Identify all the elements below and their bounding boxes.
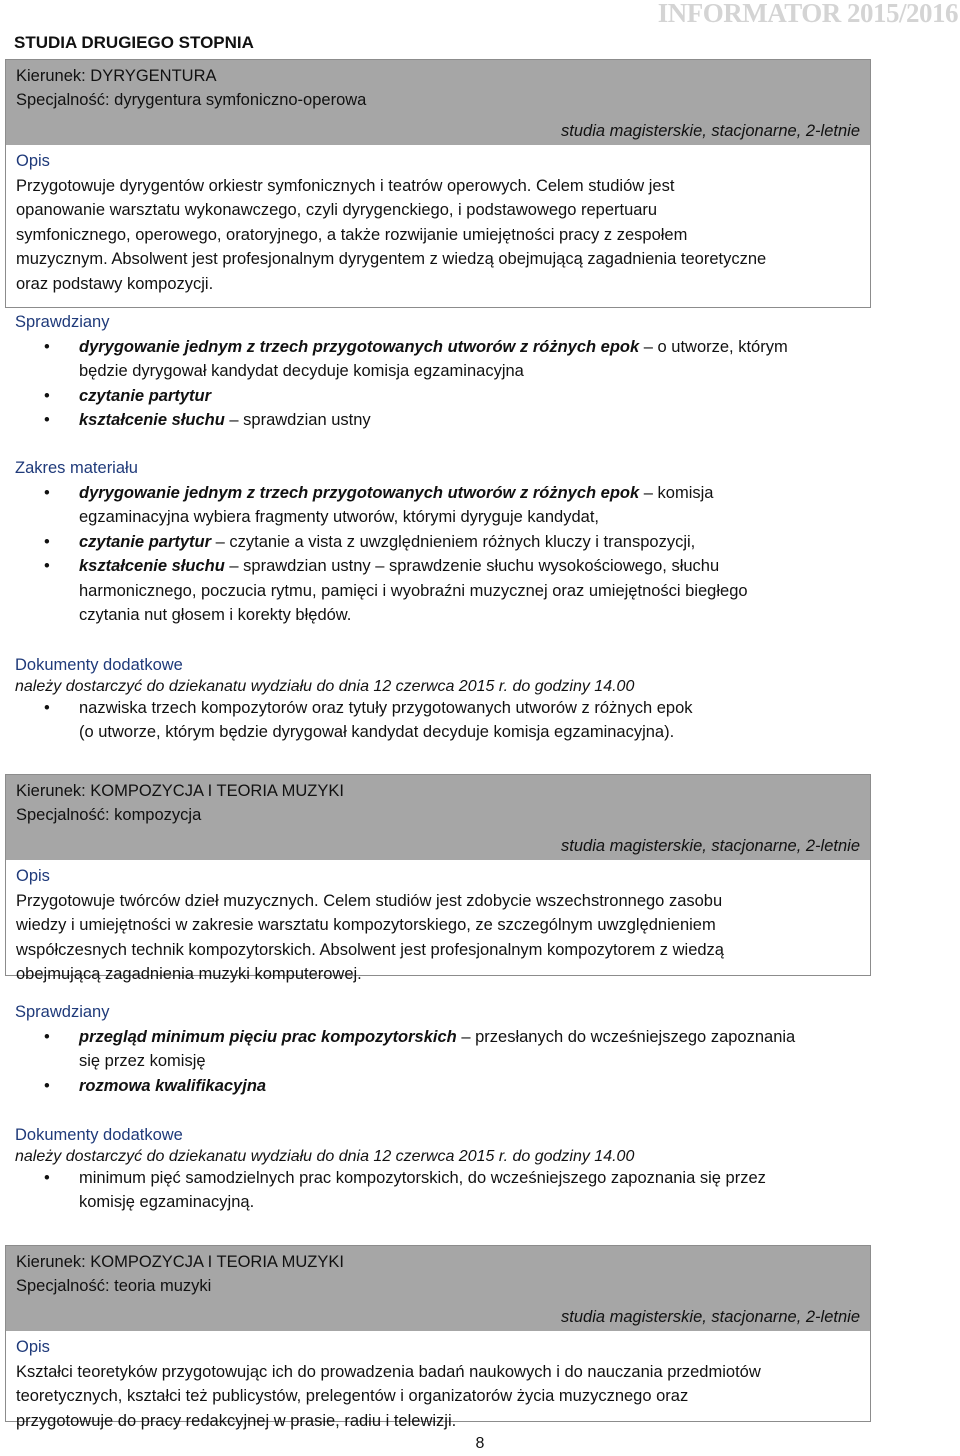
sprawdziany-label: Sprawdziany (15, 313, 110, 331)
study-mode: studia magisterskie, stacjonarne, 2-letnie (561, 122, 860, 140)
program-box-dyrygentura (5, 59, 871, 308)
opis-line: muzycznym. Absolwent jest profesjonalnym dyrygentem z wiedzą obejmującą zagadnienia teoretyczne (16, 250, 767, 268)
dokumenty-deadline: należy dostarczyć do dziekanatu wydziału do dnia 12 czerwca 2015 r. do godziny 14.00 (15, 1147, 635, 1165)
list-item: • minimum pięć samodzielnych prac kompozytorskich, do wcześniejszego zapoznania się przez komisję egzaminacyjną. (15, 1166, 865, 1215)
opis-label: Opis (16, 867, 50, 885)
list-item: • dyrygowanie jednym z trzech przygotowanych utworów z różnych epok – komisja egzaminacyjna wybiera fragmenty utworów, którymi dyryguje kandydat, (15, 481, 865, 530)
dokumenty-section (15, 1123, 865, 1215)
opis-line: Przygotowuje dyrygentów orkiestr symfonicznych i teatrów operowych. Celem studiów jest (16, 176, 675, 195)
kierunek-label: Kierunek: KOMPOZYCJA I TEORIA MUZYKI (16, 1253, 344, 1271)
program-header (6, 1246, 870, 1331)
kierunek-label: Kierunek: DYRYGENTURA (16, 67, 217, 85)
dokumenty-list (15, 696, 865, 745)
specjalnosc-label: Specjalność: kompozycja (16, 806, 202, 824)
section-title: STUDIA DRUGIEGO STOPNIA (14, 33, 254, 52)
list-item: • kształcenie słuchu – sprawdzian ustny (15, 408, 865, 433)
opis-label: Opis (16, 1338, 50, 1356)
specjalnosc-label: Specjalność: teoria muzyki (16, 1277, 212, 1295)
sprawdziany-section (15, 310, 865, 433)
opis-line: opanowanie warsztatu wykonawczego, czyli dyrygenckiego, i podstawowego repertuaru (16, 201, 658, 219)
opis-line: Przygotowuje twórców dzieł muzycznych. Celem studiów jest zdobycie wszechstronnego zasobu (16, 891, 723, 910)
sprawdziany-label: Sprawdziany (15, 1003, 110, 1021)
opis-line: Kształci teoretyków przygotowując ich do prowadzenia badań naukowych i do nauczania przedmiotów (16, 1362, 761, 1381)
zakres-list (15, 481, 865, 628)
program-header (6, 775, 870, 860)
opis-line: przygotowuje do pracy redakcyjnej w prasie, radiu i telewizji. (16, 1411, 457, 1430)
opis-label: Opis (16, 152, 50, 170)
study-mode: studia magisterskie, stacjonarne, 2-letnie (561, 1308, 860, 1326)
list-item: • dyrygowanie jednym z trzech przygotowanych utworów z różnych epok – o utworze, którym będzie dyrygował kandydat decyduje komisja egzaminacyjna (15, 335, 865, 384)
publication-header: INFORMATOR 2015/2016 (657, 0, 958, 28)
program-box-kompozycja (5, 774, 871, 983)
study-mode: studia magisterskie, stacjonarne, 2-letnie (561, 837, 860, 855)
program-description (6, 860, 870, 995)
zakres-label: Zakres materiału (15, 459, 138, 477)
dokumenty-deadline: należy dostarczyć do dziekanatu wydziału do dnia 12 czerwca 2015 r. do godziny 14.00 (15, 677, 635, 695)
specjalnosc-label: Specjalność: dyrygentura symfoniczno-operowa (16, 91, 367, 109)
program-description (6, 1331, 870, 1441)
list-item: • czytanie partytur – czytanie a vista z uwzględnieniem różnych kluczy i transpozycji, (15, 530, 865, 555)
dokumenty-label: Dokumenty dodatkowe (15, 656, 183, 674)
sprawdziany-section (15, 1000, 865, 1098)
program-description (6, 145, 870, 304)
page-number: 8 (475, 1435, 485, 1452)
list-item: • przegląd minimum pięciu prac kompozytorskich – przesłanych do wcześniejszego zapoznania się przez komisję (15, 1025, 865, 1074)
opis-line: obejmującą zagadnienia muzyki komputerowej. (16, 965, 362, 983)
list-item: • kształcenie słuchu – sprawdzian ustny – sprawdzenie słuchu wysokościowego, słuchu harmonicznego, poczucia rytmu, pamięci i wyobraźni muzycznej oraz umiejętności biegłego czytania nut głosem i korekty błędów. (15, 554, 865, 628)
program-header (6, 60, 870, 145)
opis-line: symfonicznego, operowego, oratoryjnego, a także rozwijanie umiejętności pracy z zespołem (16, 225, 688, 244)
kierunek-label: Kierunek: KOMPOZYCJA I TEORIA MUZYKI (16, 782, 344, 800)
opis-line: oraz podstawy kompozycji. (16, 274, 214, 293)
list-item: • czytanie partytur (15, 384, 865, 409)
opis-line: współczesnych technik kompozytorskich. Absolwent jest profesjonalnym kompozytorem z wiedzą (16, 940, 724, 959)
dokumenty-list (15, 1166, 865, 1215)
list-item: • rozmowa kwalifikacyjna (15, 1074, 865, 1099)
sprawdziany-list (15, 1025, 865, 1099)
opis-line: wiedzy i umiejętności w zakresie warsztatu kompozytorskiego, ze szczególnym uwzględnieniem (16, 916, 716, 934)
dokumenty-section (15, 653, 865, 745)
list-item: • nazwiska trzech kompozytorów oraz tytuły przygotowanych utworów z różnych epok (o utworze, którym będzie dyrygował kandydat decyduje komisja egzaminacyjna). (15, 696, 865, 745)
sprawdziany-list (15, 335, 865, 433)
program-box-teoria (5, 1245, 871, 1430)
opis-line: teoretycznych, kształci też publicystów, prelegentów i organizatorów życia muzycznego oraz (16, 1387, 689, 1405)
zakres-section (15, 456, 865, 628)
dokumenty-label: Dokumenty dodatkowe (15, 1126, 183, 1144)
